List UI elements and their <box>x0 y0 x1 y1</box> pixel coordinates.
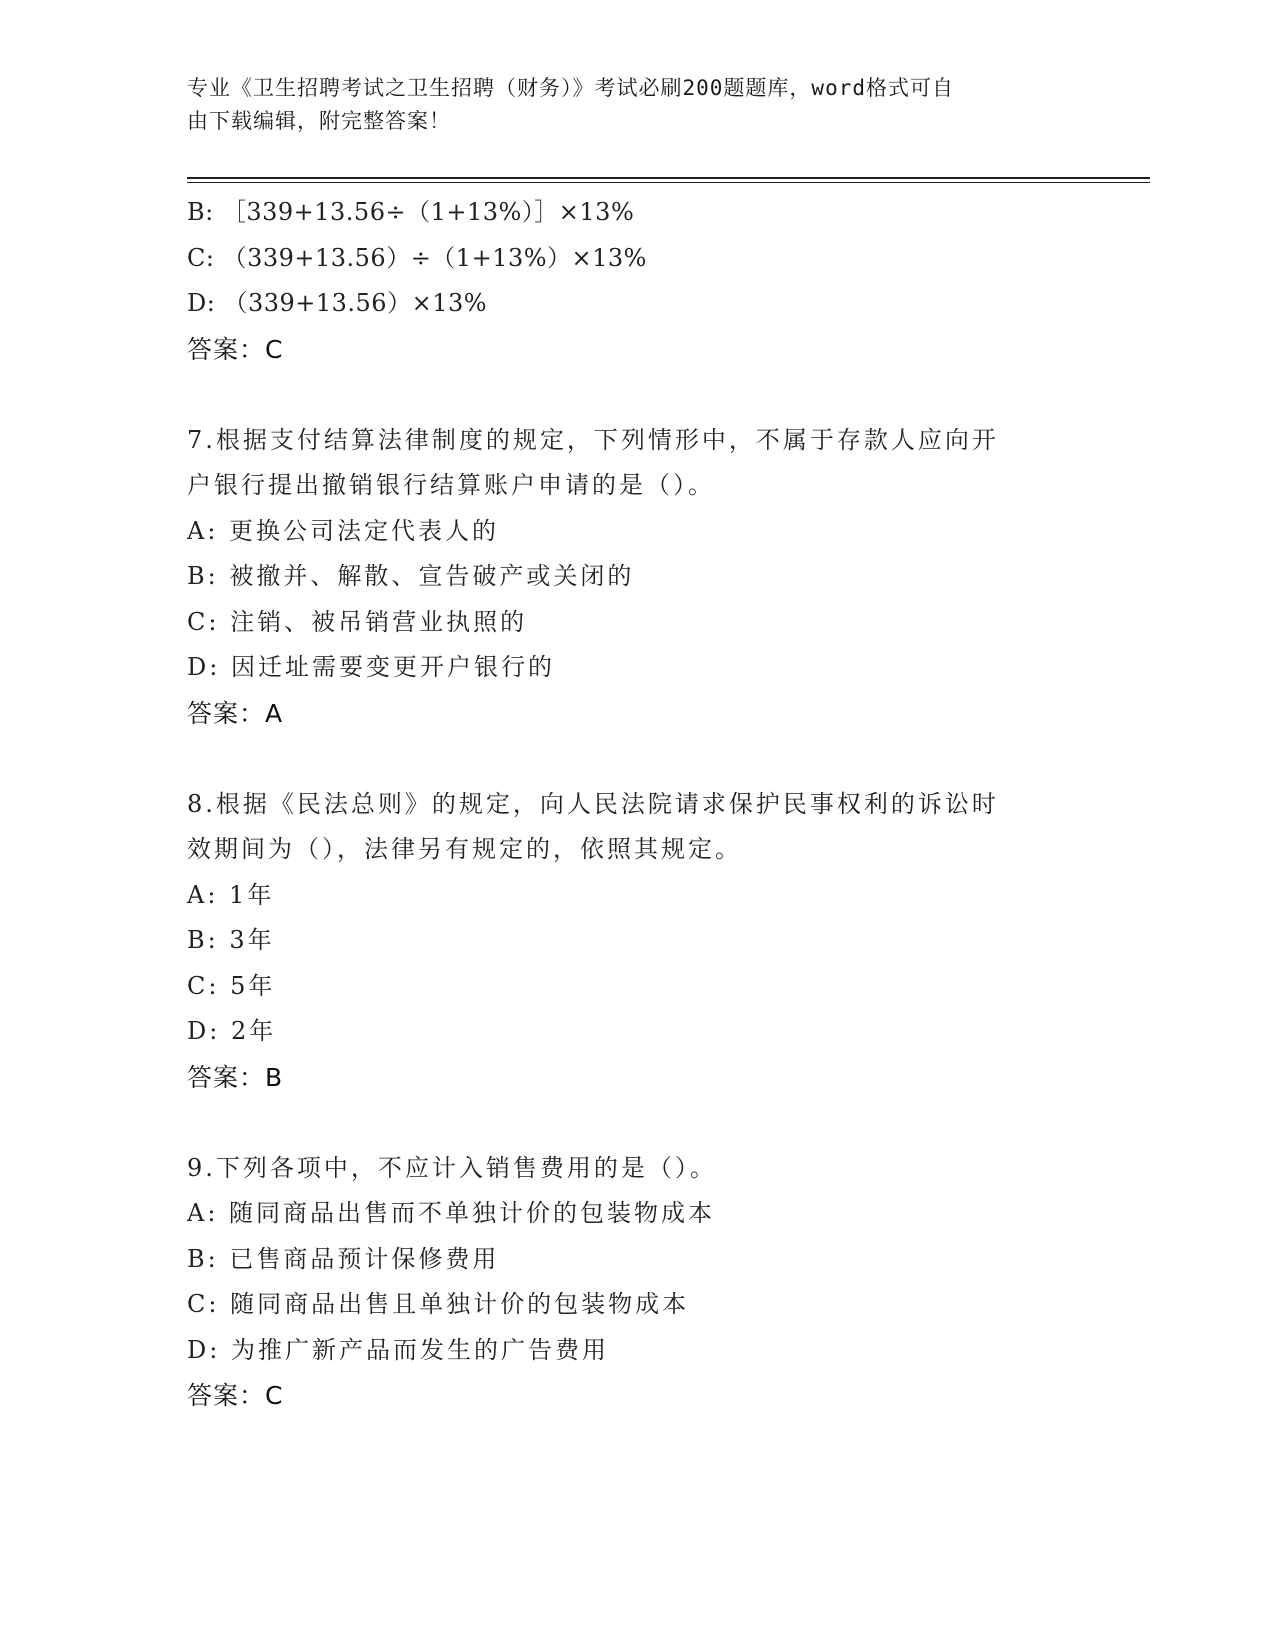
spacer <box>187 736 1087 782</box>
answer-line: 答案：C <box>187 1381 284 1410</box>
header-divider-thin <box>187 182 1150 183</box>
option-b: B: 3年 <box>187 926 275 954</box>
header-title-line-1: 专业《卫生招聘考试之卫生招聘（财务）》考试必刷200题题库，word格式可自 <box>187 76 954 100</box>
option-b: B: 被撤并、解散、宣告破产或关闭的 <box>187 562 635 590</box>
option-a: A: 更换公司法定代表人的 <box>187 516 500 545</box>
question-stem-line: 8.根据《民法总则》的规定，向人民法院请求保护民事权利的诉讼时 <box>187 789 999 818</box>
spacer <box>187 372 1087 418</box>
option-b: B: ［339+13.56÷（1+13%）］×13% <box>187 198 635 226</box>
answer-line: 答案：C <box>187 334 284 364</box>
option-d: D: （339+13.56）×13% <box>187 289 488 317</box>
question-7 <box>187 418 1087 737</box>
question-stem-line: 9.下列各项中，不应计入销售费用的是（）。 <box>187 1153 717 1182</box>
option-a: A: 1年 <box>187 880 275 909</box>
option-d: D: 因迁址需要变更开户银行的 <box>187 653 555 681</box>
document-header <box>187 72 1067 138</box>
option-c: C: 5年 <box>187 971 276 1000</box>
header-divider-thick <box>187 177 1150 179</box>
header-title-line-2: 由下载编辑，附完整答案！ <box>187 109 451 133</box>
option-d: D: 2年 <box>187 1017 277 1045</box>
option-a: A: 随同商品出售而不单独计价的包装物成本 <box>187 1199 716 1227</box>
option-b: B: 已售商品预计保修费用 <box>187 1244 500 1273</box>
question-stem-line: 效期间为（），法律另有规定的，依照其规定。 <box>187 835 742 863</box>
question-stem-line: 户银行提出撤销银行结算账户申请的是（）。 <box>187 471 715 499</box>
option-c: C: 随同商品出售且单独计价的包装物成本 <box>187 1290 690 1318</box>
question-9 <box>187 1146 1087 1419</box>
answer-line: 答案：A <box>187 698 284 728</box>
option-c: C: （339+13.56）÷（1+13%）×13% <box>187 243 647 272</box>
question-list <box>187 190 1087 1419</box>
answer-line: 答案：B <box>187 1062 284 1092</box>
question-6-continued <box>187 190 1087 372</box>
option-d: D: 为推广新产品而发生的广告费用 <box>187 1335 609 1364</box>
option-c: C: 注销、被吊销营业执照的 <box>187 607 528 636</box>
spacer <box>187 1100 1087 1146</box>
question-8 <box>187 782 1087 1101</box>
question-stem-line: 7.根据支付结算法律制度的规定，下列情形中，不属于存款人应向开 <box>187 425 999 454</box>
